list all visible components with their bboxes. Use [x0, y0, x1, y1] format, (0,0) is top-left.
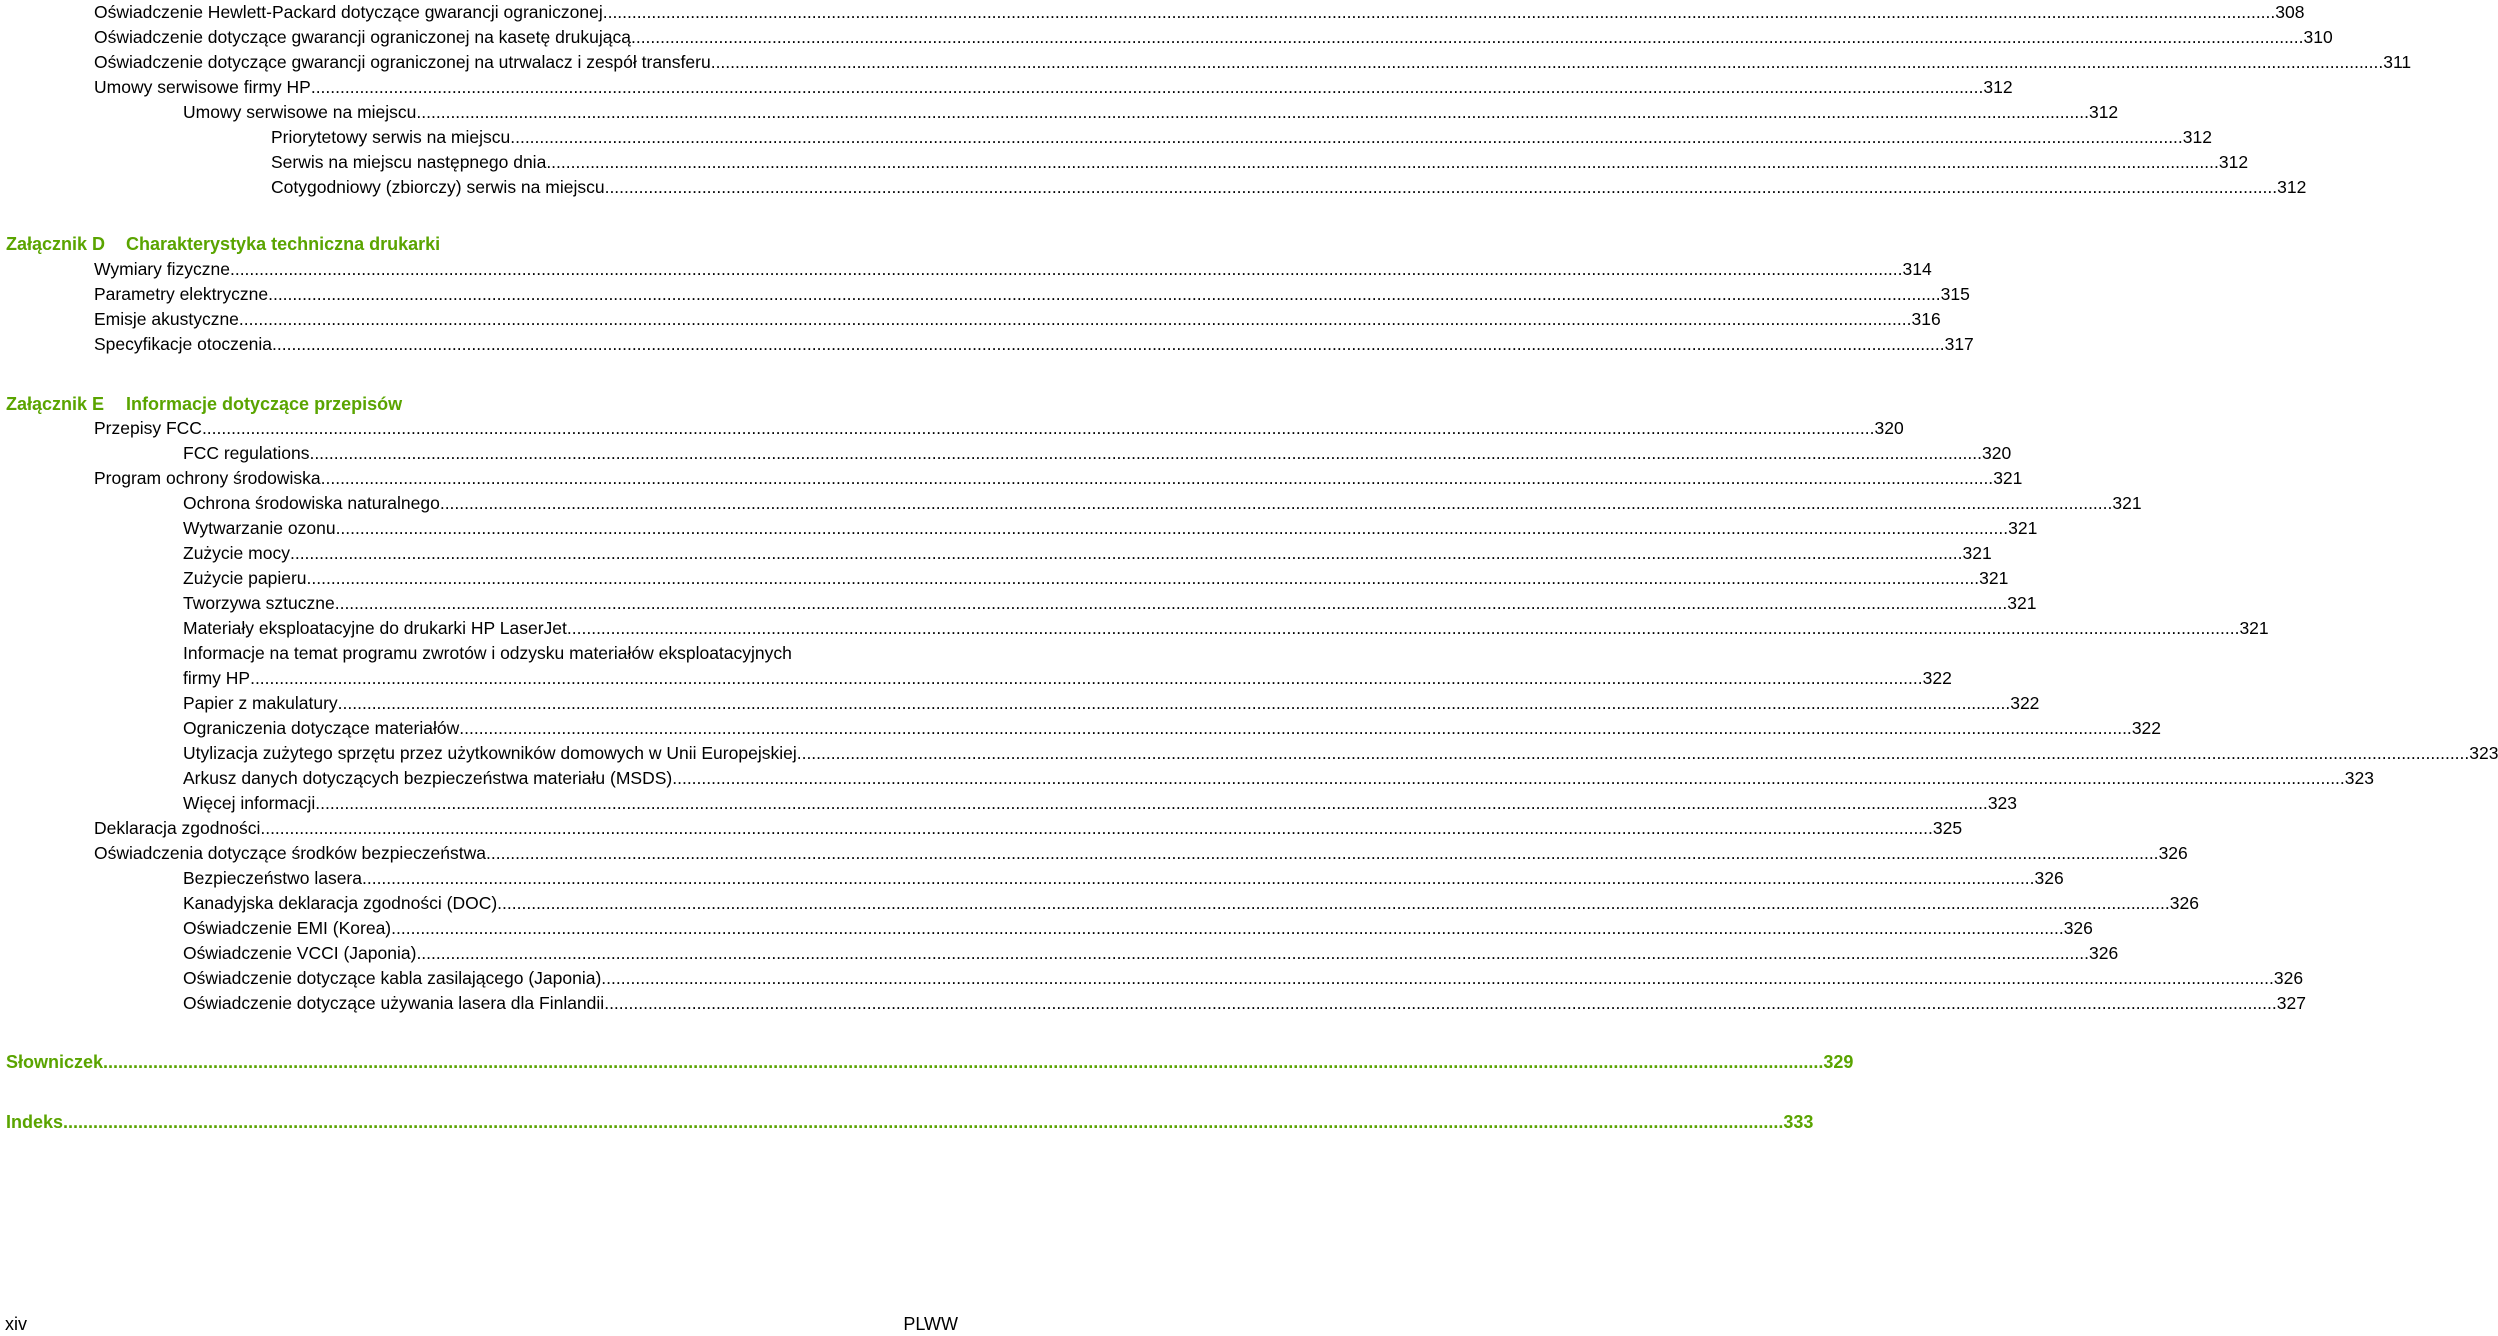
toc-entry-title: Zużycie mocy: [183, 543, 290, 563]
toc-entry[interactable]: [183, 716, 2162, 740]
toc-leader-dots: [63, 1110, 1783, 1134]
toc-entry[interactable]: [94, 841, 2188, 865]
page-number: xiv: [5, 1314, 27, 1334]
toc-entry[interactable]: [183, 516, 2038, 540]
toc-entry-title: Oświadczenie dotyczące gwarancji ograniczonej na utrwalacz i zespół transferu: [94, 52, 711, 72]
toc-entry[interactable]: [183, 741, 2498, 765]
toc-entry[interactable]: [183, 616, 2269, 640]
toc-entry-title: Papier z makulatury: [183, 693, 338, 713]
toc-leader-dots: [797, 741, 2470, 765]
toc-page-number: 312: [2182, 127, 2212, 147]
toc-entry[interactable]: [94, 816, 1963, 840]
toc-entry[interactable]: [183, 866, 2064, 890]
toc-entry[interactable]: [183, 991, 2306, 1015]
toc-entry[interactable]: [183, 441, 2012, 465]
toc-leader-dots: [307, 566, 1980, 590]
toc-page-number: 323: [2344, 768, 2374, 788]
toc-page-number: 326: [2063, 918, 2093, 938]
toc-entry-title: Słowniczek: [6, 1052, 104, 1072]
toc-page-number: 326: [2273, 968, 2304, 988]
toc-entry-title: Ochrona środowiska naturalnego: [183, 493, 440, 513]
toc-entry-title: Przepisy FCC: [94, 418, 202, 438]
toc-leader-dots: [631, 25, 2304, 49]
toc-entry[interactable]: [183, 666, 1952, 690]
toc-leader-dots: [546, 150, 2219, 174]
toc-entry-title: firmy HP: [183, 668, 251, 688]
toc-page-number: 321: [2007, 593, 2037, 613]
toc-entry[interactable]: [271, 125, 2212, 149]
toc-leader-dots: [440, 491, 2113, 515]
toc-page-number: 326: [2169, 893, 2199, 913]
toc-leader-dots: [239, 307, 1912, 331]
toc-leader-dots: [202, 416, 1875, 440]
toc-leader-dots: [315, 791, 1988, 815]
toc-leader-dots: [672, 766, 2345, 790]
toc-entry-title: Kanadyjska deklaracja zgodności (DOC): [183, 893, 498, 913]
toc-entry[interactable]: [94, 416, 1904, 440]
toc-leader-dots: [601, 966, 2274, 990]
toc-page-number: 327: [2276, 993, 2306, 1013]
toc-leader-dots: [486, 841, 2159, 865]
toc-leader-dots: [335, 591, 2008, 615]
toc-leader-dots: [272, 332, 1945, 356]
toc-page-number: 321: [2008, 518, 2038, 538]
toc-page-number: 320: [1982, 443, 2012, 463]
toc-entry[interactable]: [183, 891, 2199, 915]
toc-entry[interactable]: [6, 1050, 1854, 1074]
toc-page-number: 322: [2010, 693, 2040, 713]
toc-page-number: 311: [2383, 52, 2412, 72]
toc-entry[interactable]: [183, 100, 2119, 124]
toc-entry[interactable]: [183, 766, 2374, 790]
toc-entry[interactable]: [183, 491, 2142, 515]
toc-entry-title: Oświadczenie Hewlett-Packard dotyczące gwarancji ograniczonej: [94, 2, 603, 22]
toc-entry[interactable]: [183, 691, 2040, 715]
toc-leader-dots: [711, 50, 2384, 74]
toc-entry-title: Oświadczenie dotyczące kabla zasilającego (Japonia): [183, 968, 602, 988]
toc-entry-title: Deklaracja zgodności: [94, 818, 261, 838]
toc-entry-title: Specyfikacje otoczenia: [94, 334, 273, 354]
toc-page-number: 312: [2218, 152, 2249, 172]
toc-page-number: 317: [1944, 334, 1974, 354]
toc-leader-dots: [510, 125, 2183, 149]
toc-entry[interactable]: [94, 0, 2305, 24]
toc-entry[interactable]: [6, 1110, 1814, 1134]
toc-page-number: 326: [2034, 868, 2064, 888]
toc-entry-title: Wymiary fizyczne: [94, 259, 230, 279]
toc-page-number: 333: [1783, 1112, 1814, 1132]
toc-page-number: 310: [2303, 27, 2333, 47]
toc-leader-dots: [103, 1050, 1823, 1074]
toc-entry-title: Priorytetowy serwis na miejscu: [271, 127, 511, 147]
toc-page-number: 321: [1993, 468, 2023, 488]
toc-leader-dots: [416, 941, 2089, 965]
toc-entry[interactable]: [94, 332, 1974, 356]
locale-code: PLWW: [903, 1314, 958, 1334]
toc-entry[interactable]: [183, 566, 2009, 590]
toc-entry-title: Umowy serwisowe na miejscu: [183, 102, 417, 122]
toc-entry-title: Oświadczenie dotyczące używania lasera dla Finlandii: [183, 993, 605, 1013]
toc-entry[interactable]: [183, 591, 2037, 615]
toc-leader-dots: [604, 991, 2277, 1015]
appendix-title: Charakterystyka techniczna drukarki: [126, 234, 441, 254]
toc-page-number: 321: [2112, 493, 2142, 513]
toc-page-number: 315: [1940, 284, 1970, 304]
toc-leader-dots: [230, 257, 1903, 281]
toc-entry-title: Więcej informacji: [183, 793, 316, 813]
toc-entry-title: Zużycie papieru: [183, 568, 307, 588]
toc-leader-dots: [362, 866, 2035, 890]
toc-page-number: 323: [1987, 793, 2018, 813]
toc-page-number: 326: [2089, 943, 2119, 963]
toc-page-number: 312: [1983, 77, 2013, 97]
toc-entry[interactable]: [183, 916, 2093, 940]
toc-entry[interactable]: [183, 791, 2018, 815]
toc-entry-title: Oświadczenie dotyczące gwarancji ograniczonej na kasetę drukującą: [94, 27, 631, 47]
toc-page-number: 308: [2275, 2, 2305, 22]
toc-entry[interactable]: [94, 257, 1932, 281]
toc-page-number: 321: [2239, 618, 2269, 638]
toc-entry-title: Tworzywa sztuczne: [183, 593, 335, 613]
toc-page-number: 316: [1911, 309, 1941, 329]
toc-entry[interactable]: [94, 50, 2412, 74]
toc-leader-dots: [497, 891, 2170, 915]
toc-page-number: 323: [2469, 743, 2498, 763]
toc-page-number: 320: [1874, 418, 1904, 438]
toc-entry-title: Emisje akustyczne: [94, 309, 239, 329]
toc-entry-title: Oświadczenie VCCI (Japonia): [183, 943, 417, 963]
toc-entry-title: Serwis na miejscu następnego dnia: [271, 152, 547, 172]
toc-leader-dots: [290, 541, 1963, 565]
toc-leader-dots: [336, 516, 2009, 540]
toc-entry-title: Wytwarzanie ozonu: [183, 518, 336, 538]
toc-entry-title: Umowy serwisowe firmy HP: [94, 77, 311, 97]
toc-page-number: 329: [1823, 1052, 1854, 1072]
toc-page-number: 322: [1922, 668, 1952, 688]
toc-entry-title: Bezpieczeństwo lasera: [183, 868, 362, 888]
toc-leader-dots: [567, 616, 2240, 640]
toc-entry-title: Oświadczenie EMI (Korea): [183, 918, 392, 938]
toc-leader-dots: [250, 666, 1923, 690]
toc-leader-dots: [309, 441, 1982, 465]
toc-entry[interactable]: [94, 307, 1941, 331]
toc-leader-dots: [391, 916, 2064, 940]
toc-leader-dots: [605, 175, 2278, 199]
toc-entry[interactable]: [94, 466, 2023, 490]
toc-leader-dots: [416, 100, 2089, 124]
toc-leader-dots: [260, 816, 1933, 840]
toc-leader-dots: [311, 75, 1984, 99]
toc-page-number: 321: [1962, 543, 1992, 563]
appendix-label: Załącznik D: [6, 234, 106, 254]
toc-entry[interactable]: [94, 75, 2013, 99]
toc-entry-title: Arkusz danych dotyczących bezpieczeństwa materiału (MSDS): [183, 768, 673, 788]
toc-page-number: 322: [2131, 718, 2162, 738]
toc-entry[interactable]: [183, 541, 1992, 565]
appendix-label: Załącznik E: [6, 394, 105, 414]
toc-page-number: 312: [2088, 102, 2119, 122]
toc-entry[interactable]: [183, 966, 2304, 990]
appendix-title: Informacje dotyczące przepisów: [126, 394, 403, 414]
toc-entry[interactable]: [94, 282, 1970, 306]
toc-entry-title: Cotygodniowy (zbiorczy) serwis na miejscu: [271, 177, 605, 197]
toc-page-number: 326: [2158, 843, 2188, 863]
toc-page-number: 312: [2277, 177, 2307, 197]
toc-entry-title: Ograniczenia dotyczące materiałów: [183, 718, 460, 738]
toc-entry[interactable]: [94, 25, 2333, 49]
toc-leader-dots: [459, 716, 2132, 740]
toc-entry-title: FCC regulations: [183, 443, 310, 463]
toc-leader-dots: [603, 0, 2276, 24]
toc-entry[interactable]: [271, 150, 2249, 174]
toc-entry-title: Utylizacja zużytego sprzętu przez użytkowników domowych w Unii Europejskiej: [183, 743, 797, 763]
toc-entry-title: Program ochrony środowiska: [94, 468, 321, 488]
toc-entry[interactable]: [271, 175, 2307, 199]
toc-entry-title: Oświadczenia dotyczące środków bezpieczeństwa: [94, 843, 486, 863]
toc-page-number: 325: [1932, 818, 1963, 838]
toc-entry-title[interactable]: Informacje na temat programu zwrotów i odzysku materiałów eksploatacyjnych: [183, 643, 792, 663]
toc-leader-dots: [268, 282, 1941, 306]
toc-leader-dots: [338, 691, 2011, 715]
toc-entry-title: Parametry elektryczne: [94, 284, 269, 304]
appendix-e-heading[interactable]: [6, 391, 402, 417]
toc-entry-title: Indeks: [6, 1112, 64, 1132]
toc-entry-title: Materiały eksploatacyjne do drukarki HP LaserJet: [183, 618, 567, 638]
toc-entry[interactable]: [183, 941, 2119, 965]
toc-leader-dots: [321, 466, 1994, 490]
toc-page-number: 321: [1979, 568, 2009, 588]
toc-page-number: 314: [1902, 259, 1932, 279]
appendix-d-heading[interactable]: [6, 231, 440, 257]
